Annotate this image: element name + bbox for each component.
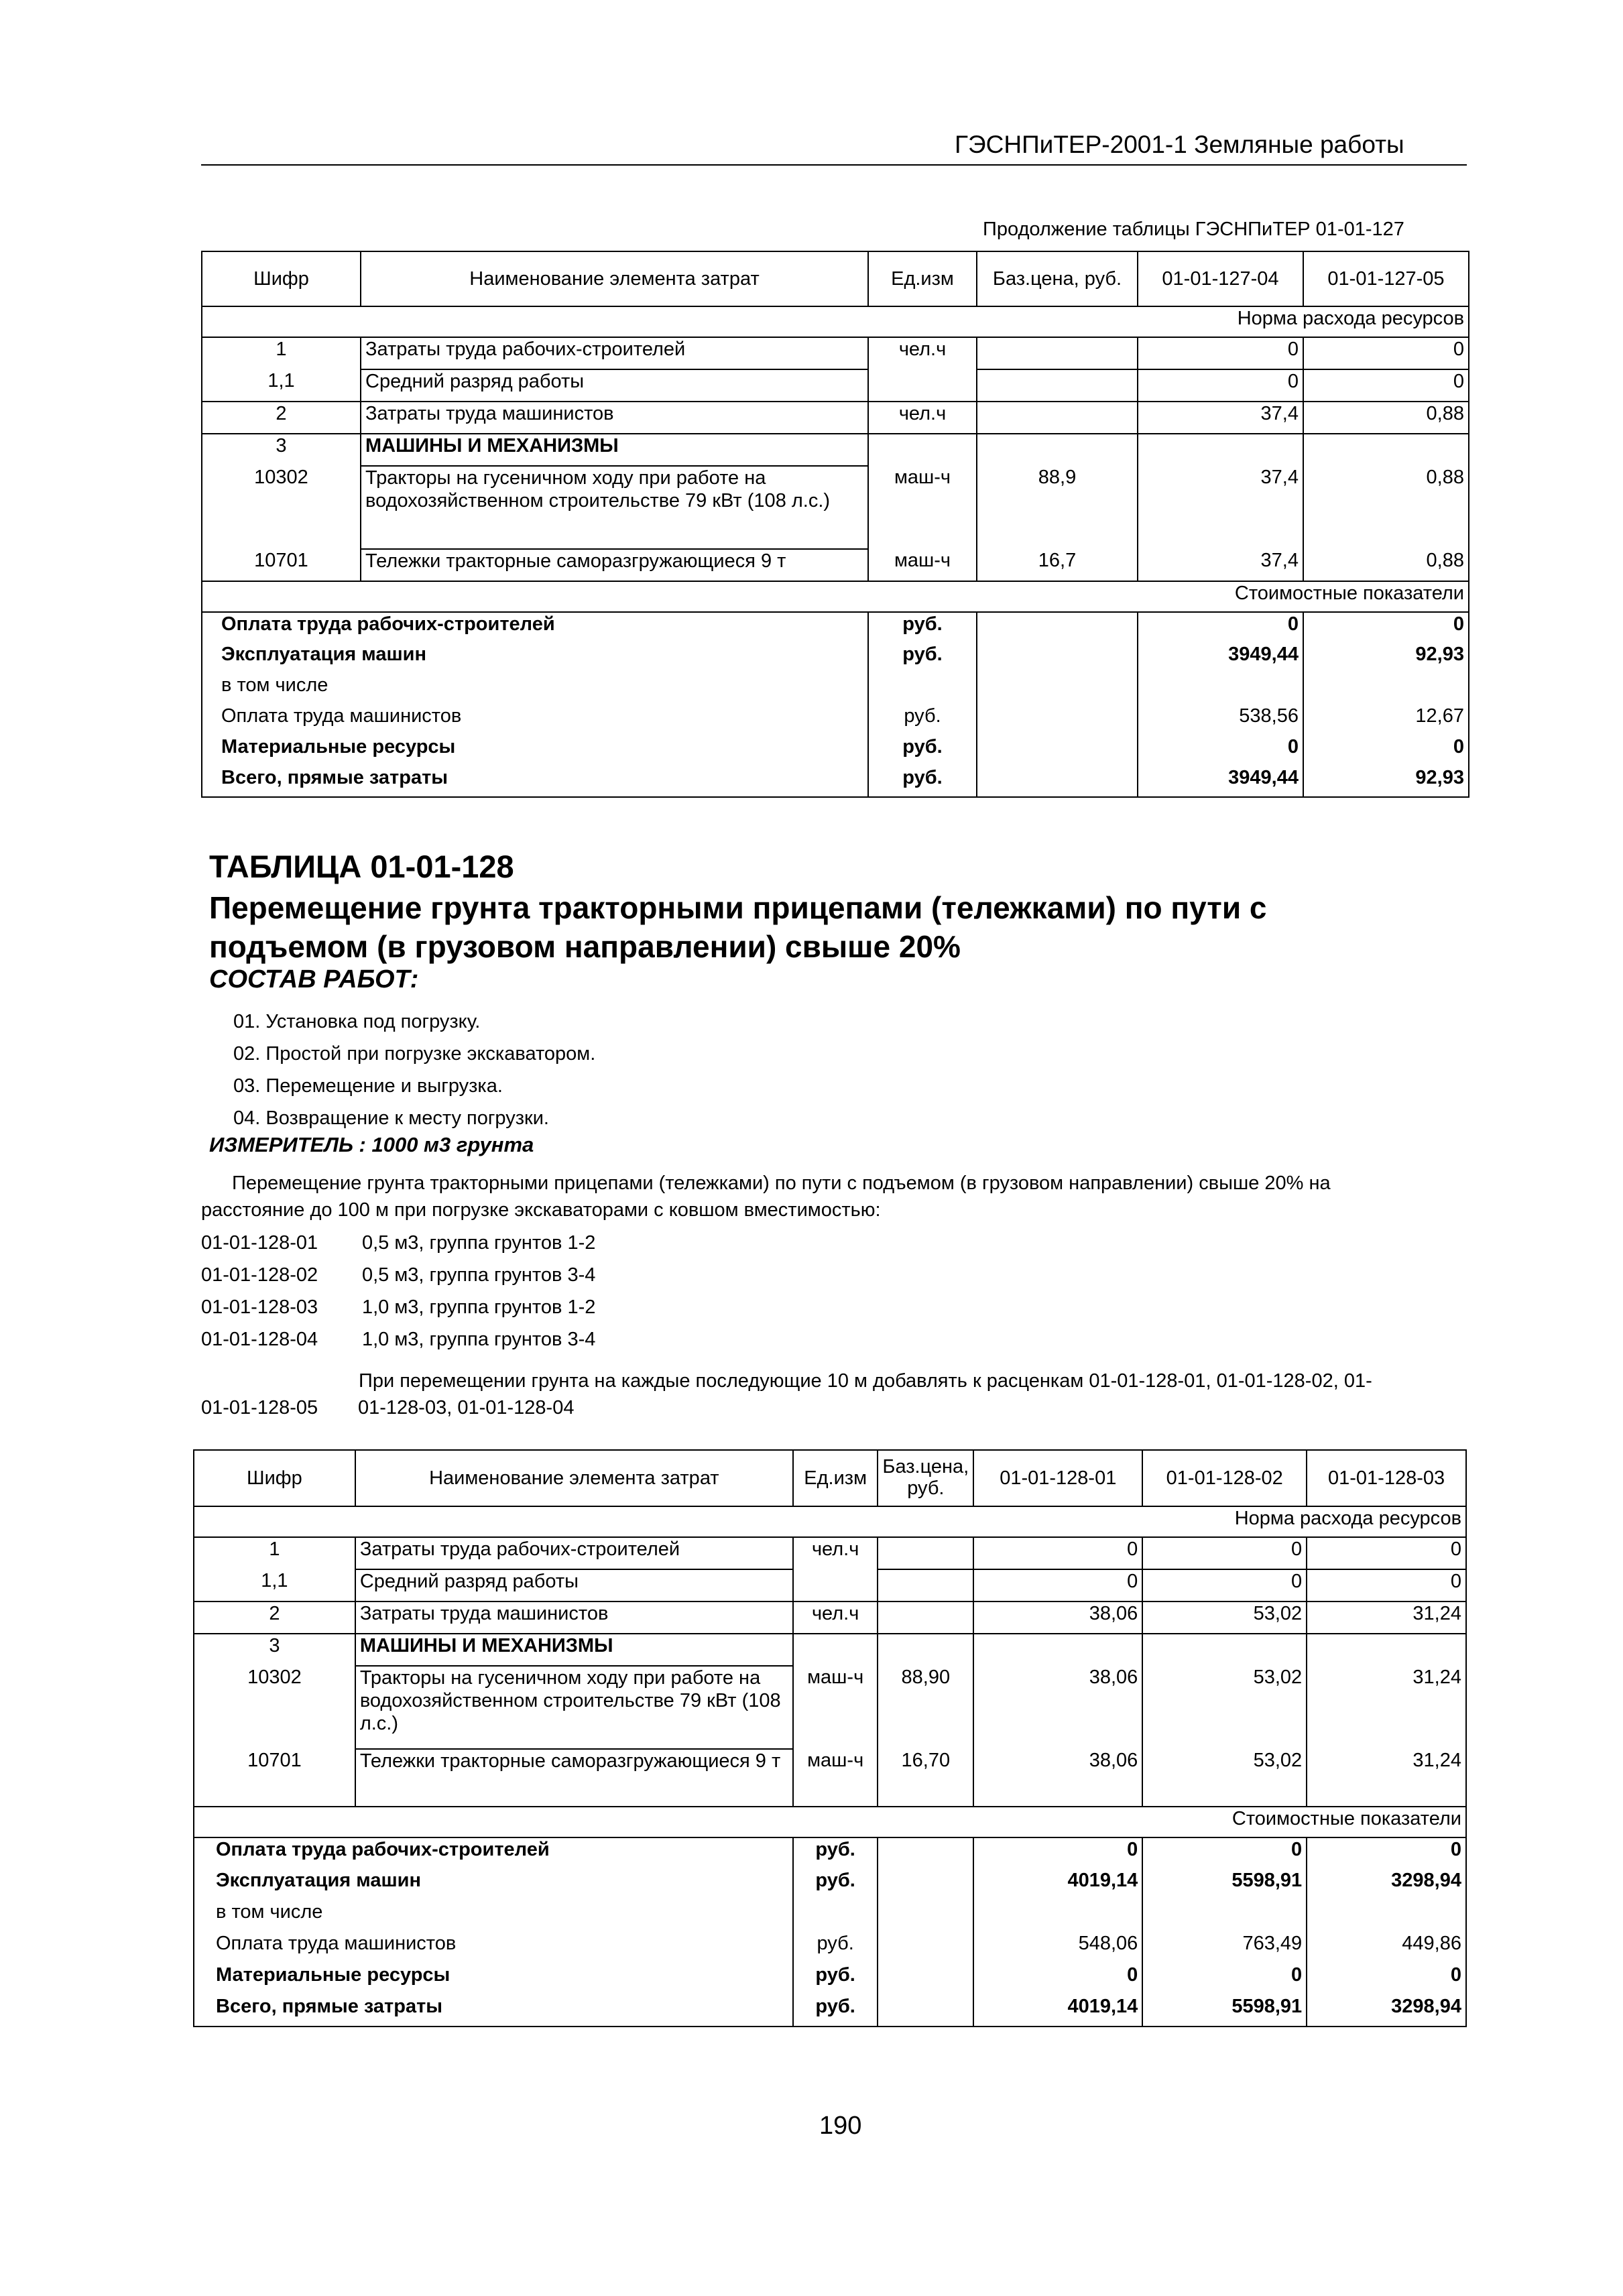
row-code: 10701 (194, 1749, 355, 1807)
section-row (194, 1807, 1466, 1837)
table-01-01-128 (193, 1449, 1467, 2027)
cost-unit: руб. (868, 612, 977, 643)
row-value-1: 37,4 (1138, 466, 1303, 549)
row-value-1: 37,4 (1138, 549, 1303, 581)
row-value-3: 31,24 (1307, 1602, 1466, 1634)
cost-price (977, 735, 1138, 766)
cost-value-2: 92,93 (1303, 766, 1469, 797)
row-name: МАШИНЫ И МЕХАНИЗМЫ (355, 1634, 793, 1666)
description-line: Перемещение грунта тракторными прицепами (тележками) по пути с подъемом (в грузовом направлении) свыше 20% на (232, 1172, 1331, 1194)
table-row (202, 549, 1469, 581)
cost-value-1: 0 (1138, 735, 1303, 766)
row-value-3: 0 (1307, 1537, 1466, 1569)
row-name: МАШИНЫ И МЕХАНИЗМЫ (361, 434, 868, 466)
row-value-2 (1142, 1634, 1307, 1666)
cost-name: в том числе (194, 1900, 793, 1932)
row-unit: маш-ч (868, 549, 977, 581)
table-row (194, 1666, 1466, 1749)
cost-value-2: 0 (1303, 735, 1469, 766)
row-code: 1 (202, 337, 361, 369)
table-01-01-127 (201, 251, 1469, 798)
cost-value-3: 3298,94 (1307, 1995, 1466, 2027)
table-row (194, 1602, 1466, 1634)
cost-unit (793, 1900, 878, 1932)
col-header-name: Наименование элемента затрат (355, 1450, 793, 1506)
cost-value-3: 3298,94 (1307, 1869, 1466, 1900)
table-row (194, 1537, 1466, 1569)
row-value-1: 38,06 (973, 1666, 1142, 1749)
cost-value-1: 548,06 (973, 1932, 1142, 1963)
row-value-1: 37,4 (1138, 402, 1303, 434)
description-line: расстояние до 100 м при погрузке экскаваторами с ковшом вместимостью: (201, 1199, 881, 1221)
rate-codes-list (201, 1227, 595, 1355)
cost-unit (868, 674, 977, 705)
cost-value-1: 538,56 (1138, 705, 1303, 735)
cost-price (878, 1963, 973, 1995)
cost-value-3 (1307, 1900, 1466, 1932)
col-header-price-line: руб. (907, 1477, 945, 1499)
cost-price (878, 1932, 973, 1963)
cost-value-3: 449,86 (1307, 1932, 1466, 1963)
row-value-1: 0 (973, 1537, 1142, 1569)
row-price (878, 1569, 973, 1602)
row-value-3: 31,24 (1307, 1749, 1466, 1807)
cost-value-2 (1303, 674, 1469, 705)
rate-code: 01-01-128-01 (201, 1232, 318, 1254)
row-value-1: 0 (1138, 369, 1303, 402)
cost-price (878, 1995, 973, 2027)
cost-value-2: 0 (1303, 612, 1469, 643)
row-value-2: 53,02 (1142, 1749, 1307, 1807)
rate-code: 01-01-128-03 (201, 1296, 318, 1318)
cost-name: Эксплуатация машин (194, 1869, 793, 1900)
row-name: Тележки тракторные саморазгружающиеся 9 т (361, 549, 868, 581)
cost-name: Оплата труда рабочих-строителей (202, 612, 868, 643)
row-unit: чел.ч (868, 402, 977, 434)
cost-row (194, 1963, 1466, 1995)
additional-rate-note (201, 1368, 1542, 1428)
row-name: Тракторы на гусеничном ходу при работе на водохозяйственном строительстве 79 кВт (108 л.с.) (361, 466, 868, 549)
norm-header: Норма расхода ресурсов (194, 1506, 1466, 1537)
row-value-3: 0 (1307, 1569, 1466, 1602)
row-code: 10302 (194, 1666, 355, 1749)
cost-value-2: 5598,91 (1142, 1869, 1307, 1900)
row-code: 2 (202, 402, 361, 434)
cost-header: Стоимостные показатели (194, 1807, 1466, 1837)
operation-item: 03. Перемещение и выгрузка. (233, 1075, 503, 1097)
row-name: Средний разряд работы (361, 369, 868, 402)
row-value-3 (1307, 1634, 1466, 1666)
section-row (202, 306, 1469, 337)
cost-value-2: 5598,91 (1142, 1995, 1307, 2027)
table-row (194, 1634, 1466, 1666)
table-header-row (202, 251, 1469, 306)
cost-unit: руб. (868, 766, 977, 797)
cost-name: Материальные ресурсы (202, 735, 868, 766)
cost-name: в том числе (202, 674, 868, 705)
description (201, 1170, 1479, 1223)
cost-unit: руб. (868, 735, 977, 766)
cost-value-1: 0 (973, 1837, 1142, 1869)
cost-name: Всего, прямые затраты (202, 766, 868, 797)
cost-row (194, 1869, 1466, 1900)
row-code: 1,1 (194, 1569, 355, 1602)
cost-name: Оплата труда машинистов (194, 1932, 793, 1963)
cost-value-1: 3949,44 (1138, 643, 1303, 674)
rate-code-text: 0,5 м3, группа грунтов 3-4 (362, 1264, 596, 1286)
cost-name: Всего, прямые затраты (194, 1995, 793, 2027)
operation-item: 02. Простой при погрузке экскаватором. (233, 1043, 596, 1065)
row-value-2: 53,02 (1142, 1666, 1307, 1749)
cost-value-3: 0 (1307, 1963, 1466, 1995)
cost-unit: руб. (793, 1932, 878, 1963)
row-name: Затраты труда рабочих-строителей (361, 337, 868, 369)
table-row (194, 1749, 1466, 1807)
rate-code-row (201, 1227, 595, 1259)
row-value-2: 0 (1142, 1537, 1307, 1569)
cost-unit: руб. (793, 1869, 878, 1900)
row-code: 3 (202, 434, 361, 466)
row-value-1: 38,06 (973, 1602, 1142, 1634)
cost-row (194, 1995, 1466, 2027)
col-header-price-line: Баз.цена, (882, 1456, 969, 1478)
cost-header: Стоимостные показатели (202, 581, 1469, 612)
running-header: ГЭСНПиТЕР-2001-1 Земляные работы (955, 131, 1404, 158)
cost-row (194, 1900, 1466, 1932)
cost-price (977, 766, 1138, 797)
cost-name: Материальные ресурсы (194, 1963, 793, 1995)
col-header-c1: 01-01-127-04 (1138, 251, 1303, 306)
rate-code-text: 0,5 м3, группа грунтов 1-2 (362, 1232, 596, 1254)
col-header-c3: 01-01-128-03 (1307, 1450, 1466, 1506)
row-code: 2 (194, 1602, 355, 1634)
row-name: Затраты труда машинистов (361, 402, 868, 434)
note-line: 01-128-03, 01-01-128-04 (358, 1397, 575, 1418)
cost-unit: руб. (793, 1995, 878, 2027)
cost-unit: руб. (793, 1963, 878, 1995)
rate-code-row (201, 1291, 595, 1323)
row-value-1: 38,06 (973, 1749, 1142, 1807)
rate-code-row (201, 1259, 595, 1291)
note-line: При перемещении грунта на каждые последующие 10 м добавлять к расценкам 01-01-128-01, 01-01-128-02, 01- (359, 1370, 1372, 1392)
cost-unit: руб. (793, 1837, 878, 1869)
cost-value-1: 4019,14 (973, 1995, 1142, 2027)
row-price: 88,9 (977, 466, 1138, 549)
row-code: 10701 (202, 549, 361, 581)
row-price: 16,70 (878, 1749, 973, 1807)
row-code: 1 (194, 1537, 355, 1569)
rate-code: 01-01-128-02 (201, 1264, 318, 1286)
cost-value-1: 4019,14 (973, 1869, 1142, 1900)
row-price (878, 1634, 973, 1666)
section-row (194, 1506, 1466, 1537)
row-value-2: 0 (1303, 337, 1469, 369)
work-composition-heading: СОСТАВ РАБОТ: (209, 965, 419, 993)
cost-unit: руб. (868, 643, 977, 674)
cost-value-2: 0 (1142, 1837, 1307, 1869)
row-value-2: 0 (1142, 1569, 1307, 1602)
cost-price (977, 705, 1138, 735)
table-row (202, 402, 1469, 434)
operation-item: 01. Установка под погрузку. (233, 1011, 481, 1032)
rate-code-row (201, 1323, 595, 1355)
table-row (202, 369, 1469, 402)
col-header-price: Баз.цена, руб. (977, 251, 1138, 306)
cost-row (202, 643, 1469, 674)
row-value-2: 0 (1303, 369, 1469, 402)
row-unit: маш-ч (868, 466, 977, 549)
row-price (977, 337, 1138, 369)
row-name: Средний разряд работы (355, 1569, 793, 1602)
cost-unit: руб. (868, 705, 977, 735)
header-rule (201, 164, 1467, 166)
rate-code-text: 1,0 м3, группа грунтов 1-2 (362, 1296, 596, 1318)
measure-unit: ИЗМЕРИТЕЛЬ : 1000 м3 грунта (209, 1133, 534, 1156)
cost-value-2: 763,49 (1142, 1932, 1307, 1963)
cost-value-2 (1142, 1900, 1307, 1932)
row-value-1: 0 (1138, 337, 1303, 369)
row-unit (868, 434, 977, 466)
row-value-2: 0,88 (1303, 466, 1469, 549)
cost-row (202, 612, 1469, 643)
row-unit: чел.ч (868, 337, 977, 369)
col-header-price (878, 1450, 973, 1506)
row-value-2: 0,88 (1303, 402, 1469, 434)
table-subtitle: Перемещение грунта тракторными прицепами (тележками) по пути с подъемом (в грузовом направлении) свыше 20% (209, 890, 1267, 964)
table-title: ТАБЛИЦА 01-01-128 (209, 849, 514, 884)
cost-row (202, 705, 1469, 735)
col-header-unit: Ед.изм (868, 251, 977, 306)
row-price (977, 434, 1138, 466)
row-name: Затраты труда рабочих-строителей (355, 1537, 793, 1569)
row-value-1 (1138, 434, 1303, 466)
table-row (202, 337, 1469, 369)
col-header-c2: 01-01-127-05 (1303, 251, 1469, 306)
row-price (977, 402, 1138, 434)
row-value-1: 0 (973, 1569, 1142, 1602)
table-row (202, 466, 1469, 549)
cost-price (977, 643, 1138, 674)
cost-row (202, 766, 1469, 797)
row-name: Затраты труда машинистов (355, 1602, 793, 1634)
cost-price (878, 1900, 973, 1932)
row-price (878, 1602, 973, 1634)
operation-item: 04. Возвращение к месту погрузки. (233, 1107, 549, 1129)
cost-value-1 (973, 1900, 1142, 1932)
cost-value-2: 0 (1142, 1963, 1307, 1995)
cost-row (194, 1837, 1466, 1869)
note-text (359, 1368, 1623, 1421)
row-value-3: 31,24 (1307, 1666, 1466, 1749)
cost-value-3: 0 (1307, 1837, 1466, 1869)
row-value-2 (1303, 434, 1469, 466)
cost-price (878, 1869, 973, 1900)
row-unit: маш-ч (793, 1749, 878, 1807)
section-row (202, 581, 1469, 612)
cost-value-2: 12,67 (1303, 705, 1469, 735)
row-unit (868, 369, 977, 402)
col-header-code: Шифр (202, 251, 361, 306)
work-operations-list (233, 1006, 595, 1134)
cost-value-1: 3949,44 (1138, 766, 1303, 797)
cost-row (202, 674, 1469, 705)
table-row (194, 1569, 1466, 1602)
row-price (878, 1537, 973, 1569)
cost-value-1: 0 (973, 1963, 1142, 1995)
row-price: 16,7 (977, 549, 1138, 581)
table-header-row (194, 1450, 1466, 1506)
cost-name: Эксплуатация машин (202, 643, 868, 674)
cost-row (202, 735, 1469, 766)
row-unit: маш-ч (793, 1666, 878, 1749)
row-value-1 (973, 1634, 1142, 1666)
row-value-2: 0,88 (1303, 549, 1469, 581)
row-unit (793, 1569, 878, 1602)
cost-name: Оплата труда машинистов (202, 705, 868, 735)
col-header-name: Наименование элемента затрат (361, 251, 868, 306)
row-code: 1,1 (202, 369, 361, 402)
norm-header: Норма расхода ресурсов (202, 306, 1469, 337)
row-unit (793, 1634, 878, 1666)
cost-value-1: 0 (1138, 612, 1303, 643)
rate-code-text: 1,0 м3, группа грунтов 3-4 (362, 1329, 596, 1350)
cost-price (977, 612, 1138, 643)
row-unit: чел.ч (793, 1537, 878, 1569)
cost-value-2: 92,93 (1303, 643, 1469, 674)
cost-value-1 (1138, 674, 1303, 705)
row-name: Тележки тракторные саморазгружающиеся 9 т (355, 1749, 793, 1807)
page-number: 190 (819, 2112, 862, 2140)
cost-row (194, 1932, 1466, 1963)
col-header-code: Шифр (194, 1450, 355, 1506)
rate-code: 01-01-128-05 (201, 1397, 318, 1418)
col-header-c1: 01-01-128-01 (973, 1450, 1142, 1506)
col-header-unit: Ед.изм (793, 1450, 878, 1506)
row-price: 88,90 (878, 1666, 973, 1749)
row-value-2: 53,02 (1142, 1602, 1307, 1634)
rate-code: 01-01-128-04 (201, 1329, 318, 1350)
cost-name: Оплата труда рабочих-строителей (194, 1837, 793, 1869)
cost-price (878, 1837, 973, 1869)
row-name: Тракторы на гусеничном ходу при работе на водохозяйственном строительстве 79 кВт (108 л.с.) (355, 1666, 793, 1749)
col-header-c2: 01-01-128-02 (1142, 1450, 1307, 1506)
table-continuation-caption: Продолжение таблицы ГЭСНПиТЕР 01-01-127 (983, 219, 1404, 240)
row-code: 3 (194, 1634, 355, 1666)
row-code: 10302 (202, 466, 361, 549)
row-unit: чел.ч (793, 1602, 878, 1634)
cost-price (977, 674, 1138, 705)
table-row (202, 434, 1469, 466)
row-price (977, 369, 1138, 402)
